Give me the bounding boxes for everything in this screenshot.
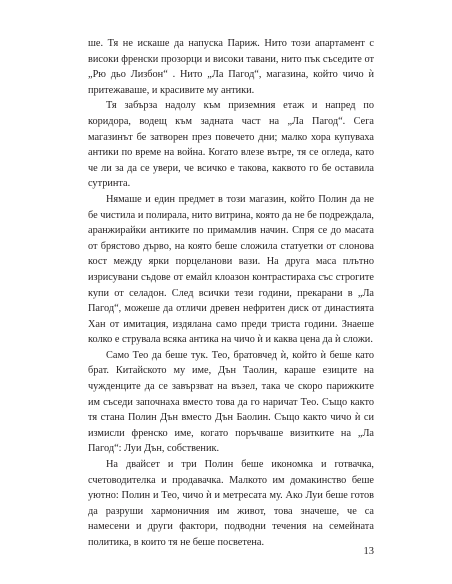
- paragraph: На двайсет и три Полин беше икономка и готвачка, счетоводителка и продавачка. Малкото им домакинство беше уютно: Полин и Тео, чичо ѝ и метресата му. Ако Луи беше готов да разруши хармоничния им живот, това значеше, че са намесени и други фактори, подводни течения на семейната политика, в които тя не беше посветена.: [88, 459, 374, 548]
- body-text: [88, 36, 374, 551]
- paragraph: Тя забърза надолу към приземния етаж и напред по коридора, водещ към задната част на „Ла Пагод“. Сега магазинът бе затворен през повечето дни; малко хора купуваха антики по време на война. Когато влезе вътре, тя се огледа, като че ли за да се увери, че всичко е такова, каквото го бе оставила сутринта.: [88, 100, 374, 190]
- page-number: 13: [363, 546, 374, 557]
- paragraph: Нямаше и един предмет в този магазин, който Полин да не бе чистила и полирала, нито витрина, която да не бе подреждала, аранжирайки антиките по примамлив начин. Спря се до масата от брястово дърво, на която беше сложила статуетки от слонова кост между ярки порцеланови вази. На друга маса плътно изрисувани съдове от емайл клоазон контрастираха със строгите купи от селадон. След всички тези години, прекарани в „Ла Пагод“, можеше да отличи древен нефритен диск от династията Хан от имитация, издялана само преди триста години. Знаеше колко е струвала всяка антика на чичо ѝ и каква цена да ѝ сложи.: [88, 193, 374, 346]
- paragraph: Само Тео да беше тук. Тео, братовчед ѝ, който ѝ беше като брат. Китайското му име, Дън Таолин, караше езиците на чужденците да се завързват на възел, така че скоро парижките им съседи започнаха вместо това да го наричат Тео. Също както тя стана Полин Дън вместо Дън Баолин. Също както чичо ѝ си измисли френско име, когато поръчваше визитките на „Ла Пагод“: Луи Дън, собственик.: [88, 349, 374, 455]
- paragraph: ше. Тя не искаше да напуска Париж. Нито този апартамент с високи френски прозорци и високи тавани, нито пък съседите от „Рю дьо Лизбон“ . Нито „Ла Пагод“, магазина, който чичо ѝ притежаваше, и красивите му антики.: [88, 38, 374, 96]
